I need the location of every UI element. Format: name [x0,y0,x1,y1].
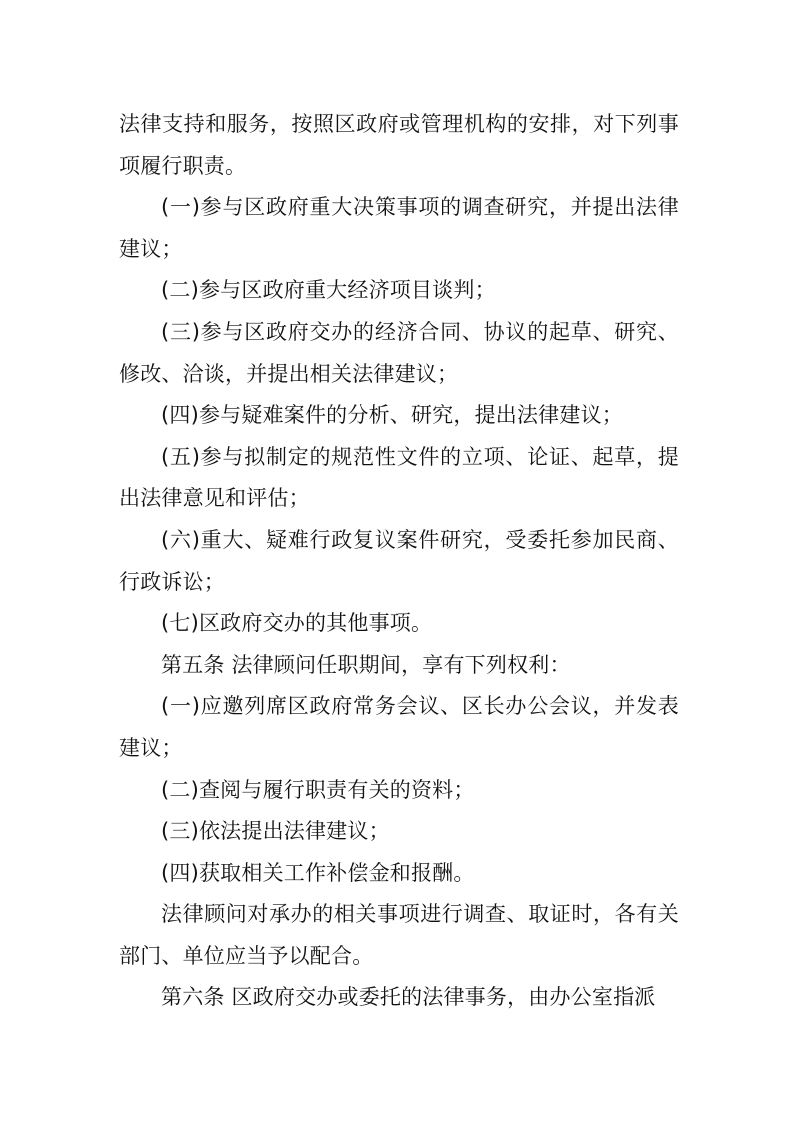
paragraph-article-6: 第六条 区政府交办或委托的法律事务，由办公室指派 [161,985,656,1010]
paragraph-cooperation: 法律顾问对承办的相关事项进行调查、取证时，各有关部门、单位应当予以配合。 [119,902,679,968]
paragraph-right-2: (二)查阅与履行职责有关的资料； [161,777,475,802]
paragraph-item-1: (一)参与区政府重大决策事项的调查研究，并提出法律建议； [119,195,679,261]
paragraph-article-5: 第五条 法律顾问任职期间，享有下列权利： [161,652,571,677]
document-body [119,104,679,1019]
paragraph-right-3: (三)依法提出法律建议； [161,819,390,844]
paragraph-right-4: (四)获取相关工作补偿金和报酬。 [161,860,475,885]
paragraph-right-1: (一)应邀列席区政府常务会议、区长办公会议，并发表建议； [119,694,679,760]
paragraph-continuation: 法律支持和服务，按照区政府或管理机构的安排，对下列事项履行职责。 [119,112,679,178]
paragraph-item-5: (五)参与拟制定的规范性文件的立项、论证、起草，提出法律意见和评估； [119,444,679,511]
paragraph-item-4: (四)参与疑难案件的分析、研究，提出法律建议； [161,403,623,428]
paragraph-item-2: (二)参与区政府重大经济项目谈判； [161,278,496,303]
paragraph-item-3: (三)参与区政府交办的经济合同、协议的起草、研究、修改、洽谈，并提出相关法律建议； [119,319,679,386]
paragraph-item-6: (六)重大、疑难行政复议案件研究，受委托参加民商、行政诉讼； [119,527,679,594]
paragraph-item-7: (七)区政府交办的其他事项。 [161,611,433,636]
